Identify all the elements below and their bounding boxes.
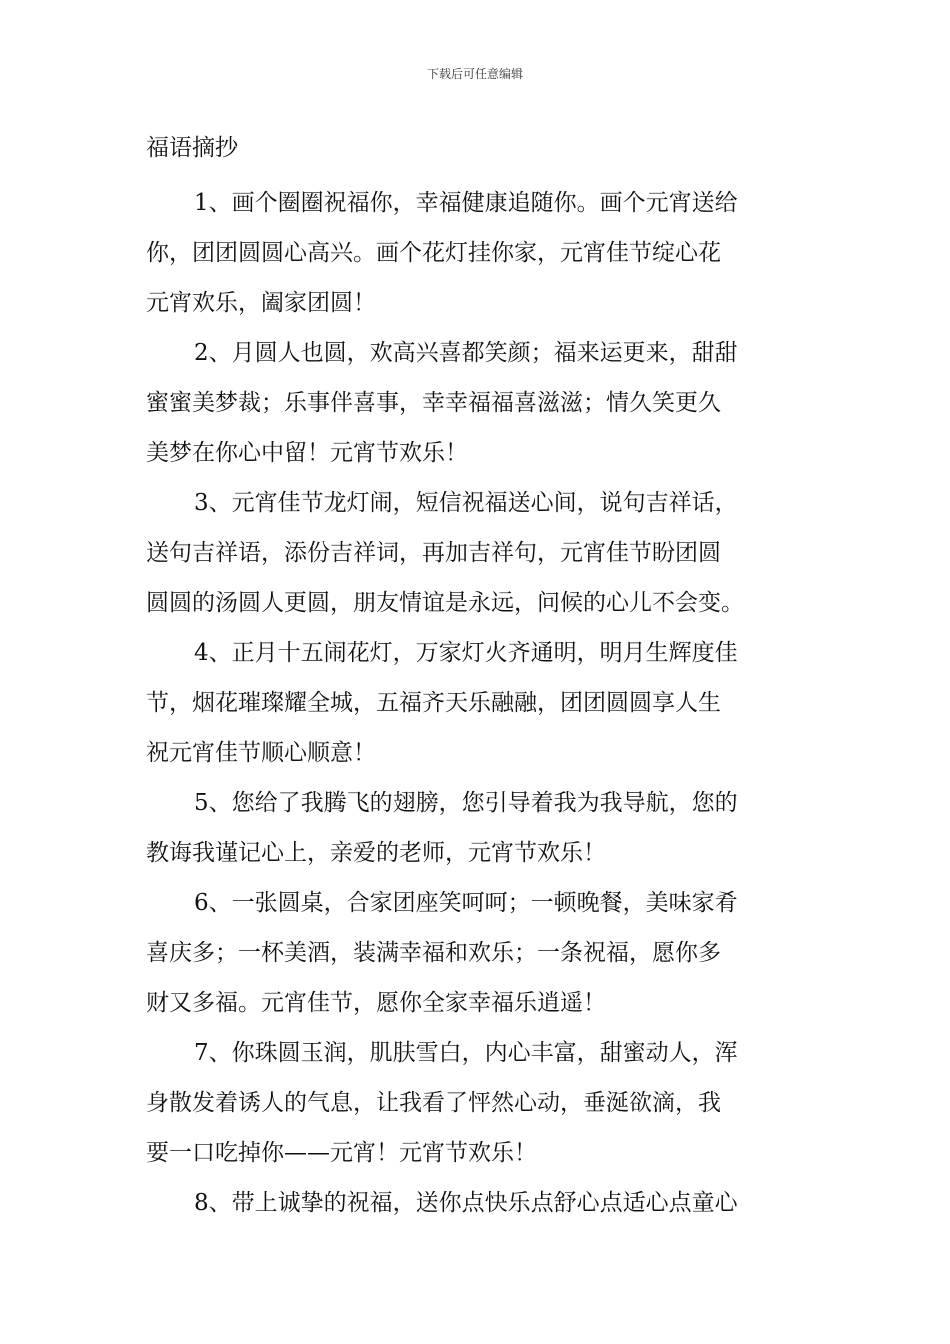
paragraph-line: 5、您给了我腾飞的翅膀，您引导着我为我导航，您的 [194,790,738,816]
paragraph-line: 8、带上诚挚的祝福，送你点快乐点舒心点适心点童心 [194,1190,738,1216]
paragraph-line: 2、月圆人也圆，欢高兴喜都笑颜；福来运更来，甜甜 [194,340,738,366]
header-note: 下载后可任意编辑 [426,67,523,81]
greeting-item-8 [146,1178,810,1228]
paragraph-line: 节，烟花璀璨耀全城，五福齐天乐融融，团团圆圆享人生 [146,690,721,716]
paragraph-line: 3、元宵佳节龙灯闹，短信祝福送心间，说句吉祥话， [194,490,738,516]
greeting-item-1 [146,178,810,328]
paragraph-line: 喜庆多；一杯美酒，装满幸福和欢乐；一条祝福，愿你多 [146,940,721,966]
document-title: 福语摘抄 [146,135,238,161]
greeting-item-3 [146,478,810,628]
greeting-item-5 [146,778,810,878]
paragraph-line: 身散发着诱人的气息，让我看了怦然心动，垂涎欲滴，我 [146,1090,721,1116]
paragraph-line: 1、画个圈圈祝福你，幸福健康追随你。画个元宵送给 [194,190,738,216]
paragraph-line: 财又多福。元宵佳节，愿你全家幸福乐逍遥！ [146,990,606,1016]
greeting-item-7 [146,1028,810,1178]
greeting-item-6 [146,878,810,1028]
paragraph-line: 美梦在你心中留！元宵节欢乐！ [146,440,468,466]
paragraph-line: 7、你珠圆玉润，肌肤雪白，内心丰富，甜蜜动人，浑 [194,1040,738,1066]
greeting-item-2 [146,328,810,478]
paragraph-line: 祝元宵佳节顺心顺意！ [146,740,376,766]
paragraph-line: 圆圆的汤圆人更圆，朋友情谊是永远，问候的心儿不会变。 [146,590,744,616]
document-body [146,178,810,1228]
paragraph-line: 4、正月十五闹花灯，万家灯火齐通明，明月生辉度佳 [194,640,738,666]
paragraph-line: 蜜蜜美梦裁；乐事伴喜事，幸幸福福喜滋滋；情久笑更久 [146,390,721,416]
paragraph-line: 6、一张圆桌，合家团座笑呵呵；一顿晚餐，美味家肴 [194,890,738,916]
paragraph-line: 元宵欢乐，阖家团圆！ [146,290,376,316]
paragraph-line: 你，团团圆圆心高兴。画个花灯挂你家，元宵佳节绽心花 [146,240,721,266]
paragraph-line: 送句吉祥语，添份吉祥词，再加吉祥句，元宵佳节盼团圆 [146,540,721,566]
paragraph-line: 要一口吃掉你——元宵！元宵节欢乐！ [146,1140,537,1166]
paragraph-line: 教诲我谨记心上，亲爱的老师，元宵节欢乐！ [146,840,606,866]
greeting-item-4 [146,628,810,778]
